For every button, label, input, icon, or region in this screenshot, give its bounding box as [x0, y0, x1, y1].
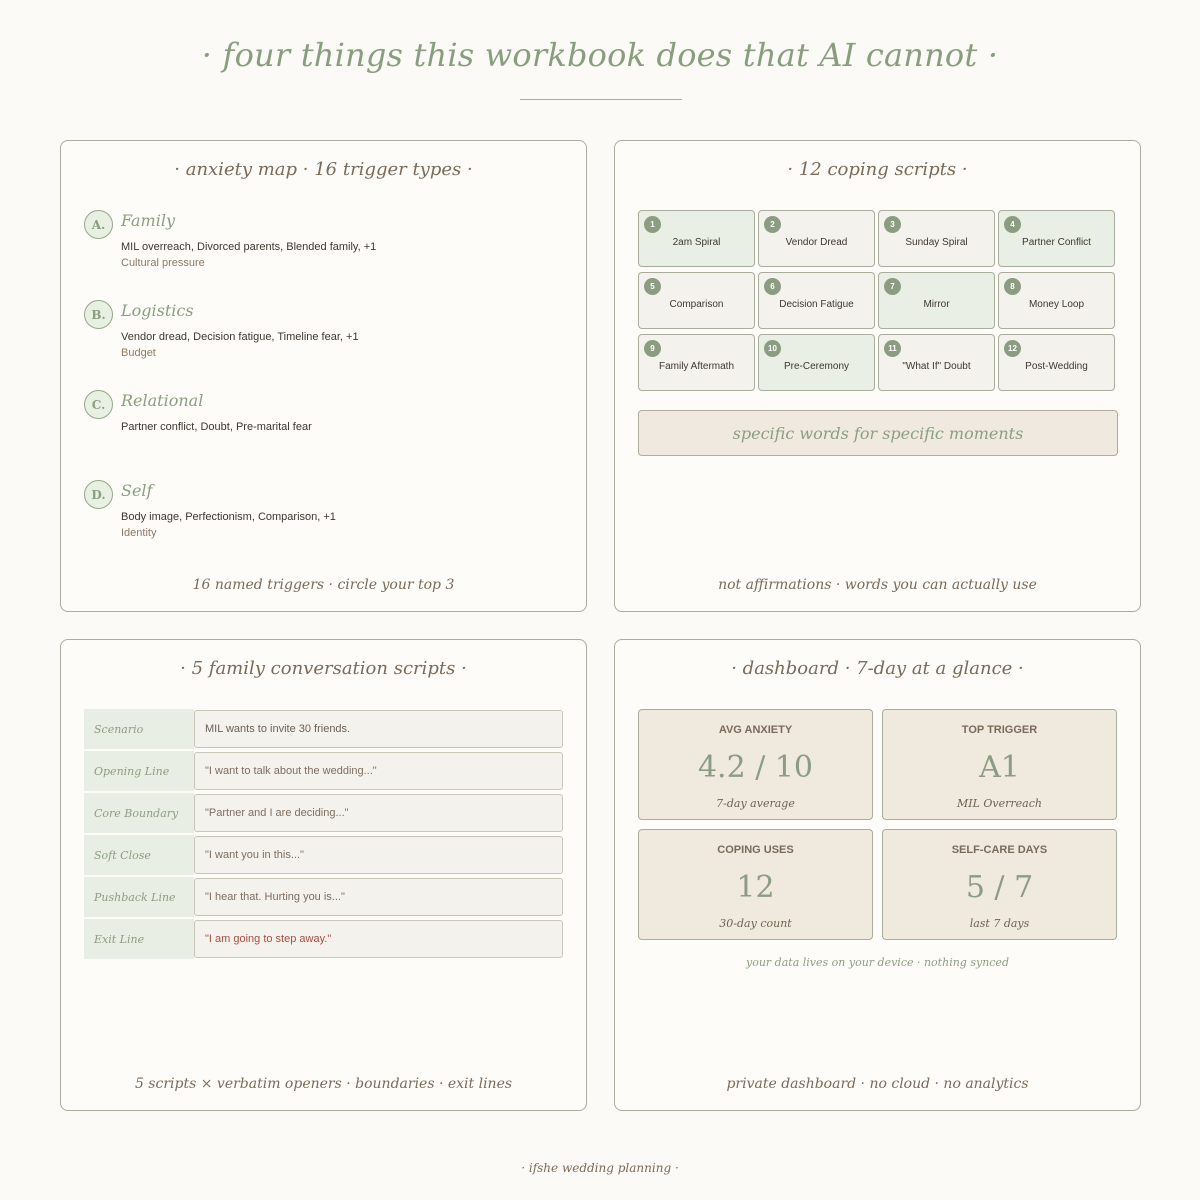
script-number: 1	[644, 216, 661, 233]
coping-scripts-title: · 12 coping scripts ·	[787, 159, 968, 180]
stat-label: COPING USES	[717, 844, 794, 856]
stat-card-self-care-days	[882, 829, 1117, 940]
stat-value: 4.2 / 10	[697, 750, 814, 785]
category-name: Self	[121, 481, 153, 500]
stat-label: SELF-CARE DAYS	[951, 844, 1048, 856]
dashboard-title: · dashboard · 7-day at a glance ·	[731, 658, 1024, 679]
script-card-comparison	[638, 272, 755, 329]
script-card-2am-spiral	[638, 210, 755, 267]
conversation-value: MIL wants to invite 30 friends.	[194, 710, 563, 748]
stat-value: 12	[736, 870, 775, 905]
stat-card-top-trigger	[882, 709, 1117, 820]
conversation-row-soft-close	[84, 836, 564, 874]
script-label: Comparison	[669, 299, 724, 310]
anxiety-map-title: · anxiety map · 16 trigger types ·	[174, 159, 473, 180]
category-extra: Identity	[121, 527, 157, 539]
script-card-partner-conflict	[998, 210, 1115, 267]
script-label: "What If" Doubt	[902, 361, 971, 372]
coping-scripts-panel	[614, 140, 1141, 612]
script-number: 11	[884, 340, 901, 357]
stat-card-avg-anxiety	[638, 709, 873, 820]
conversation-value: "I hear that. Hurting you is..."	[194, 878, 563, 916]
stat-sub: MIL Overreach	[957, 797, 1042, 810]
conversation-label: Scenario	[84, 709, 194, 749]
conversation-table	[84, 710, 564, 962]
script-card-family-aftermath	[638, 334, 755, 391]
stat-value: A1	[979, 750, 1020, 785]
anxiety-map-footer: 16 named triggers · circle your top 3	[192, 577, 455, 593]
script-label: Pre-Ceremony	[783, 361, 850, 372]
script-card-vendor-dread	[758, 210, 875, 267]
script-number: 4	[1004, 216, 1021, 233]
dashboard-panel	[614, 639, 1141, 1111]
script-card-sunday-spiral	[878, 210, 995, 267]
stat-sub: 7-day average	[716, 797, 795, 810]
stat-sub: 30-day count	[719, 917, 792, 930]
brand-footer: · ifshe wedding planning ·	[521, 1161, 679, 1175]
coping-scripts-grid	[638, 210, 1118, 391]
conversation-row-exit-line	[84, 920, 564, 958]
conversation-value: "Partner and I are deciding..."	[194, 794, 563, 832]
conversation-row-pushback-line	[84, 878, 564, 916]
script-card-decision-fatigue	[758, 272, 875, 329]
conversation-value: "I want to talk about the wedding..."	[194, 752, 563, 790]
stat-label: TOP TRIGGER	[961, 724, 1038, 736]
title-divider	[520, 99, 682, 100]
category-name: Family	[121, 211, 175, 230]
stat-value: 5 / 7	[965, 870, 1034, 905]
category-name: Logistics	[121, 301, 194, 320]
script-label: Decision Fatigue	[779, 299, 854, 310]
category-items: Body image, Perfectionism, Comparison, +1	[121, 511, 336, 523]
conversation-value: "I want you in this..."	[194, 836, 563, 874]
stat-card-coping-uses	[638, 829, 873, 940]
script-number: 2	[764, 216, 781, 233]
script-label: Vendor Dread	[785, 237, 848, 248]
script-label: Money Loop	[1028, 299, 1085, 310]
family-scripts-footer: 5 scripts × verbatim openers · boundaries · exit lines	[134, 1076, 513, 1092]
script-number: 12	[1004, 340, 1021, 357]
conversation-row-opening-line	[84, 752, 564, 790]
category-badge: A.	[84, 210, 113, 239]
category-badge: D.	[84, 480, 113, 509]
privacy-note: your data lives on your device · nothing synced	[746, 956, 1009, 969]
conversation-row-core-boundary	[84, 794, 564, 832]
stat-sub: last 7 days	[969, 917, 1030, 930]
anxiety-map-panel	[60, 140, 587, 612]
dashboard-footer: private dashboard · no cloud · no analytics	[726, 1076, 1029, 1092]
script-card-what-if-doubt	[878, 334, 995, 391]
category-badge: C.	[84, 390, 113, 419]
category-badge: B.	[84, 300, 113, 329]
script-card-pre-ceremony	[758, 334, 875, 391]
conversation-label: Pushback Line	[84, 877, 194, 917]
category-items: MIL overreach, Divorced parents, Blended family, +1	[121, 241, 377, 253]
script-number: 9	[644, 340, 661, 357]
category-extra: Budget	[121, 347, 156, 359]
script-card-post-wedding	[998, 334, 1115, 391]
conversation-value: "I am going to step away."	[194, 920, 563, 958]
conversation-label: Soft Close	[84, 835, 194, 875]
family-scripts-title: · 5 family conversation scripts ·	[180, 658, 467, 679]
script-card-mirror	[878, 272, 995, 329]
script-number: 10	[764, 340, 781, 357]
script-card-money-loop	[998, 272, 1115, 329]
script-number: 8	[1004, 278, 1021, 295]
category-items: Partner conflict, Doubt, Pre-marital fear	[121, 421, 312, 433]
coping-scripts-footer: not affirmations · words you can actually use	[718, 577, 1037, 593]
conversation-label: Exit Line	[84, 919, 194, 959]
script-label: Partner Conflict	[1022, 237, 1091, 248]
script-label: Sunday Spiral	[905, 237, 968, 248]
category-extra: Cultural pressure	[121, 257, 205, 269]
category-items: Vendor dread, Decision fatigue, Timeline fear, +1	[121, 331, 359, 343]
script-label: Mirror	[923, 299, 950, 310]
script-number: 5	[644, 278, 661, 295]
script-label: Post-Wedding	[1025, 361, 1088, 372]
script-number: 7	[884, 278, 901, 295]
script-label: Family Aftermath	[658, 361, 735, 372]
coping-tagline: specific words for specific moments	[638, 410, 1118, 456]
conversation-label: Core Boundary	[84, 793, 194, 833]
conversation-row-scenario	[84, 710, 564, 748]
script-number: 3	[884, 216, 901, 233]
dashboard-stats	[638, 709, 1118, 940]
stat-label: AVG ANXIETY	[718, 724, 793, 736]
script-number: 6	[764, 278, 781, 295]
category-name: Relational	[121, 391, 204, 410]
page-title: · four things this workbook does that AI cannot ·	[201, 36, 999, 74]
family-scripts-panel	[60, 639, 587, 1111]
script-label: 2am Spiral	[672, 237, 721, 248]
conversation-label: Opening Line	[84, 751, 194, 791]
